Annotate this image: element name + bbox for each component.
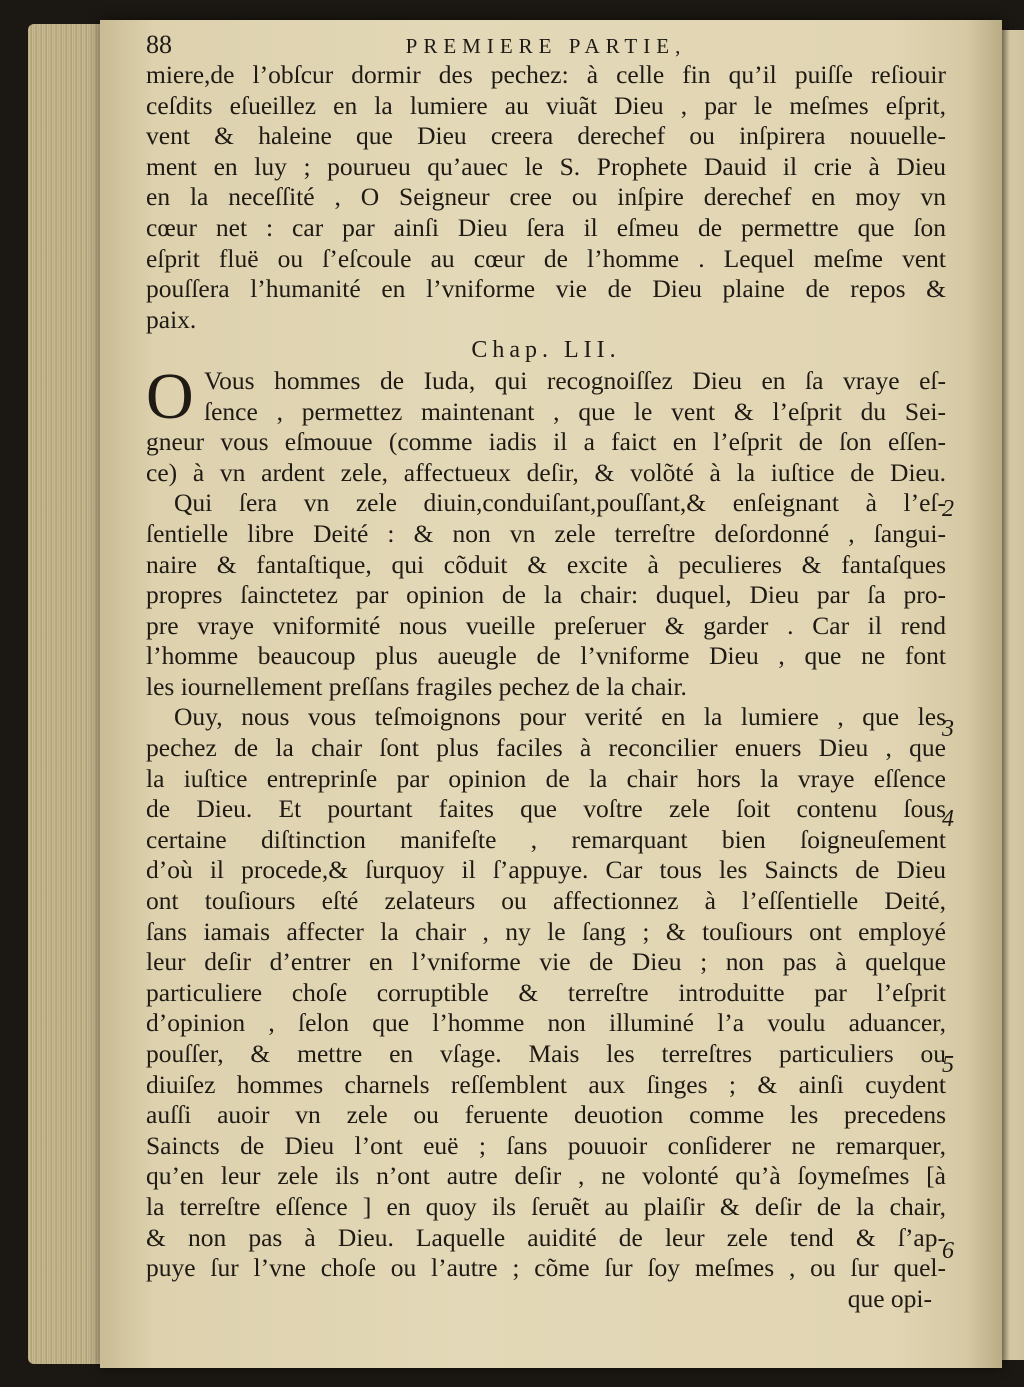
catchword: que opi- xyxy=(847,1283,932,1313)
text-line: ment en luy ; pourueu qu’auec le S. Prophete Dauid il crie à Dieu xyxy=(146,151,946,181)
text-line: les iournellement preſſans fragiles pechez de la chair. xyxy=(146,671,687,701)
page-text xyxy=(146,30,946,1314)
text-line: Qui ſera vn zele diuin,conduiſant,pouſſant,& enſeignant à l’eſ- xyxy=(174,488,946,518)
page-header xyxy=(146,30,946,60)
margin-number: 5 xyxy=(942,1052,954,1078)
text-line: en la neceſſité , O Seigneur cree ou inſpire derechef en moy vn xyxy=(146,182,946,212)
page-number: 88 xyxy=(146,30,172,59)
running-head: PREMIERE PARTIE, xyxy=(405,34,687,58)
text-line: & non pas à Dieu. Laquelle auidité de leur zele tend & ſ’ap- xyxy=(146,1222,946,1252)
margin-number: 2 xyxy=(942,496,954,522)
facing-page-edge xyxy=(1000,30,1024,1360)
text-line: miere,de l’obſcur dormir des pechez: à celle fin qu’il puiſſe reſiouir xyxy=(146,60,946,89)
text-line: qu’en leur zele ils n’ont autre deſir , ne volonté qu’à ſoymeſmes [à xyxy=(146,1161,946,1191)
text-line: ſence , permettez maintenant , que le vent & l’eſprit du Sei- xyxy=(204,396,946,426)
text-line: diuiſez hommes charnels reſſemblent aux ſinges ; & ainſi cuydent xyxy=(146,1069,946,1099)
text-line: pre vraye vniformité nous vueille preſeruer & garder . Car il rend xyxy=(146,610,946,640)
text-line: puye ſur l’vne choſe ou l’autre ; cõme ſur ſoy meſmes , ou ſur quel- xyxy=(146,1253,946,1283)
text-line: vent & haleine que Dieu creera derechef ou inſpirera nouuelle- xyxy=(146,121,946,151)
text-line: la iuſtice entreprinſe par opinion de la chair hors la vraye eſſence xyxy=(146,763,946,793)
text-line: cœur net : car par ainſi Dieu ſera il eſmeu de permettre que ſon xyxy=(146,212,946,242)
text-line: l’homme beaucoup plus aueugle de l’vniforme Dieu , que ne font xyxy=(146,641,946,671)
chapter-opening xyxy=(146,359,946,433)
text-line: certaine diſtinction manifeſte , remarquant bien ſoigneuſement xyxy=(146,824,946,854)
text-line: Ouy, nous vous teſmoignons pour verité en la lumiere , que les xyxy=(174,702,946,732)
text-line: auſſi auoir vn zele ou feruente deuotion comme les precedens xyxy=(146,1100,946,1130)
text-line: particuliere choſe corruptible & terreſtre introduitte par l’eſprit xyxy=(146,977,946,1007)
text-line: pechez de la chair ſont plus faciles à reconcilier enuers Dieu , que xyxy=(146,733,946,763)
text-line: ſentielle libre Deité : & non vn zele terreſtre deſordonné , ſangui- xyxy=(146,518,946,548)
margin-number: 4 xyxy=(942,806,954,832)
text-line: d’où il procede,& ſurquoy il ſ’appuye. Car tous les Saincts de Dieu xyxy=(146,855,946,885)
text-line: ceſdits eſueillez en la lumiere au viuãt Dieu , par le meſmes eſprit, xyxy=(146,90,946,120)
text-line: propres ſainctetez par opinion de la chair: duquel, Dieu par ſa pro- xyxy=(146,580,946,610)
text-line: de Dieu. Et pourtant faites que voſtre zele ſoit contenu ſous xyxy=(146,794,946,824)
text-line: naire & fantaſtique, qui cõduit & excite à peculieres & fantaſques xyxy=(146,549,946,579)
text-line: ce) à vn ardent zele, affectueux deſir, & volõté à la iuſtice de Dieu. xyxy=(146,457,946,487)
text-line: leur deſir d’entrer en l’vniforme vie de Dieu ; non pas à quelque xyxy=(146,947,946,977)
margin-number: 6 xyxy=(942,1238,954,1264)
text-line: la terreſtre eſſence ] en quoy ils ſeruẽt au plaiſir & deſir de la chair, xyxy=(146,1191,946,1221)
text-line: Vous hommes de Iuda, qui recognoiſſez Dieu en ſa vraye eſ- xyxy=(204,365,946,395)
text-line: d’opinion , ſelon que l’homme non illuminé l’a voulu aduancer, xyxy=(146,1008,946,1038)
margin-number: 3 xyxy=(942,716,954,742)
text-line: ont touſiours eſté zelateurs ou affectionnez à l’eſſentielle Deité, xyxy=(146,886,946,916)
text-line: pouſſera l’humanité en l’vniforme vie de Dieu plaine de repos & xyxy=(146,274,946,304)
text-line: paix. xyxy=(146,304,197,334)
text-line: ſans iamais affecter la chair , ny le ſang ; & touſiours ont employé xyxy=(146,916,946,946)
chapter-heading: Chap. LII. xyxy=(471,337,621,364)
text-line: gneur vous eſmouue (comme iadis il a faict en l’eſprit de ſon eſſen- xyxy=(146,427,946,457)
text-line: Saincts de Dieu l’ont euë ; ſans pouuoir conſiderer ne remarquer, xyxy=(146,1130,946,1160)
drop-cap: O xyxy=(146,359,194,433)
text-line: eſprit fluë ou ſ’eſcoule au cœur de l’homme . Lequel meſme vent xyxy=(146,243,946,273)
text-line: pouſſer, & mettre en vſage. Mais les terreſtres particuliers ou xyxy=(146,1039,946,1068)
